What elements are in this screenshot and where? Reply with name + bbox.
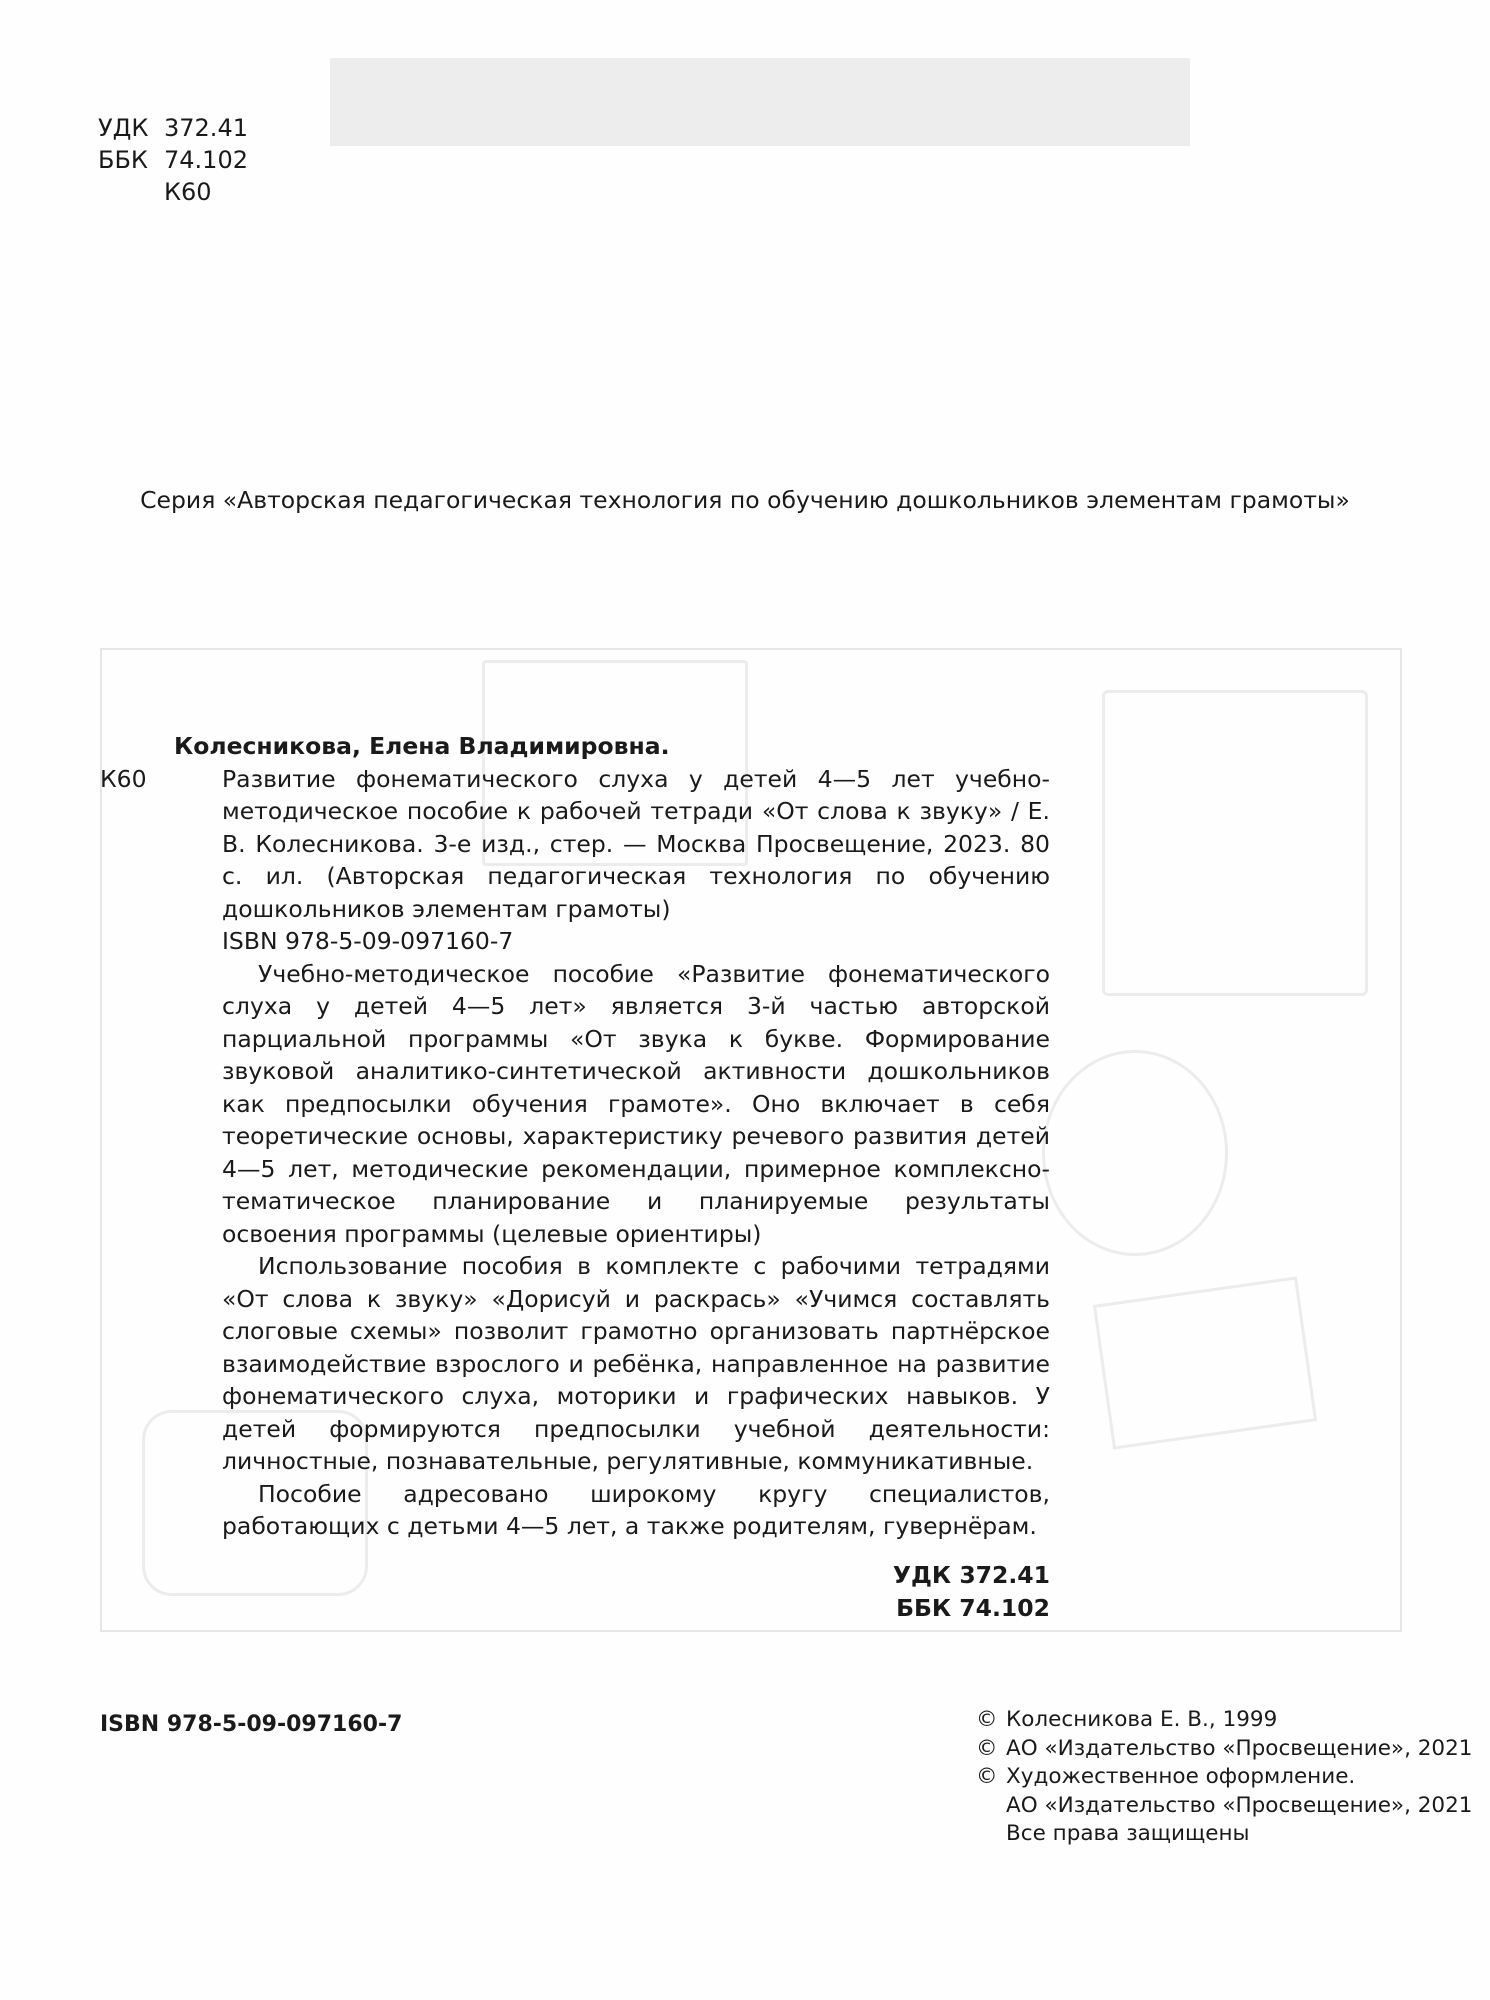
copyright-text: АО «Издательство «Просвещение», 2021 — [1006, 1792, 1473, 1818]
copyright-icon: © — [976, 1735, 998, 1761]
code-value: 74.102 — [164, 146, 248, 174]
record-udk: УДК 372.41 — [892, 1560, 1050, 1589]
copyright-block — [976, 1706, 1472, 1849]
series-title: Серия «Авторская педагогическая технология по обучению дошкольников элементам грамоты» — [140, 486, 1350, 514]
author-sign-row — [98, 176, 248, 208]
record-codes — [222, 1559, 1050, 1625]
record-description: Развитие фонематического слуха у детей 4—5 лет учебно-методическое пособие к рабочей тетради «От слова к звуку» / Е. В. Колесникова. 3-е изд., стер. — Москва Просвещение, 2023. 80 с. ил. (Авторская педагогическая технология по обучению дошкольников элементам грамоты) — [222, 764, 1050, 923]
copyright-line — [976, 1792, 1472, 1821]
copyright-text: Все права защищены — [1006, 1821, 1250, 1846]
code-label: ББК — [98, 146, 148, 174]
code-label: УДК — [98, 114, 149, 142]
bbk-row — [98, 144, 248, 176]
copyright-line — [976, 1763, 1472, 1792]
author-heading: Колесникова, Елена Владимировна. — [174, 732, 670, 760]
show-through-shape — [1093, 1276, 1317, 1449]
copyright-text: Художественное оформление. — [1006, 1764, 1356, 1789]
code-value: К60 — [164, 178, 212, 206]
code-value: 372.41 — [164, 114, 248, 142]
author-sign: К60 — [100, 764, 147, 793]
copyright-text: Колесникова Е. В., 1999 — [1006, 1707, 1278, 1732]
copyright-icon — [976, 1820, 1006, 1849]
show-through-shape — [1102, 690, 1368, 996]
copyright-line — [976, 1735, 1472, 1764]
bibliographic-record — [100, 730, 1050, 1625]
copyright-icon: © — [976, 1764, 998, 1789]
copyright-icon: © — [976, 1707, 998, 1732]
classification-codes — [98, 112, 248, 208]
copyright-text: АО «Издательство «Просвещение», 2021 — [1006, 1735, 1473, 1761]
udk-row — [98, 112, 248, 144]
copyright-line — [976, 1820, 1472, 1849]
show-through-shape — [1042, 1050, 1228, 1256]
record-body — [100, 763, 1050, 1625]
copyright-icon — [976, 1792, 1006, 1821]
copyright-line — [976, 1706, 1472, 1735]
record-bbk: ББК 74.102 — [896, 1593, 1050, 1622]
isbn: ISBN 978-5-09-097160-7 — [100, 1712, 403, 1737]
code-label — [98, 176, 164, 208]
annotation-paragraph: Учебно-методическое пособие «Развитие фонематического слуха у детей 4—5 лет» является 3-й частью авторской парциальной программы «От звука к букве. Формирование звуковой аналитико-синтетической активности дошкольников как предпосылки обучения грамоте». Оно включает в себя теоретические основы, характеристику речевого развития детей 4—5 лет, методические рекомендации, примерное комплексно-тематическое планирование и планируемые результаты освоения программы (целевые ориентиры) — [222, 959, 1050, 1248]
annotation-paragraph: Пособие адресовано широкому кругу специалистов, работающих с детьми 4—5 лет, а также родителям, гувернёрам. — [222, 1479, 1050, 1540]
show-through-band — [330, 58, 1190, 146]
record-isbn: ISBN 978-5-09-097160-7 — [222, 927, 514, 955]
annotation-paragraph: Использование пособия в комплекте с рабочими тетрадями «От слова к звуку» «Дорисуй и раскрась» «Учимся составлять слоговые схемы» позволит грамотно организовать партнёрское взаимодействие взрослого и ребёнка, направленное на развитие фонематического слуха, моторики и графических навыков. У детей формируются предпосылки учебной деятельности: личностные, познавательные, регулятивные, коммуникативные. — [222, 1252, 1050, 1475]
